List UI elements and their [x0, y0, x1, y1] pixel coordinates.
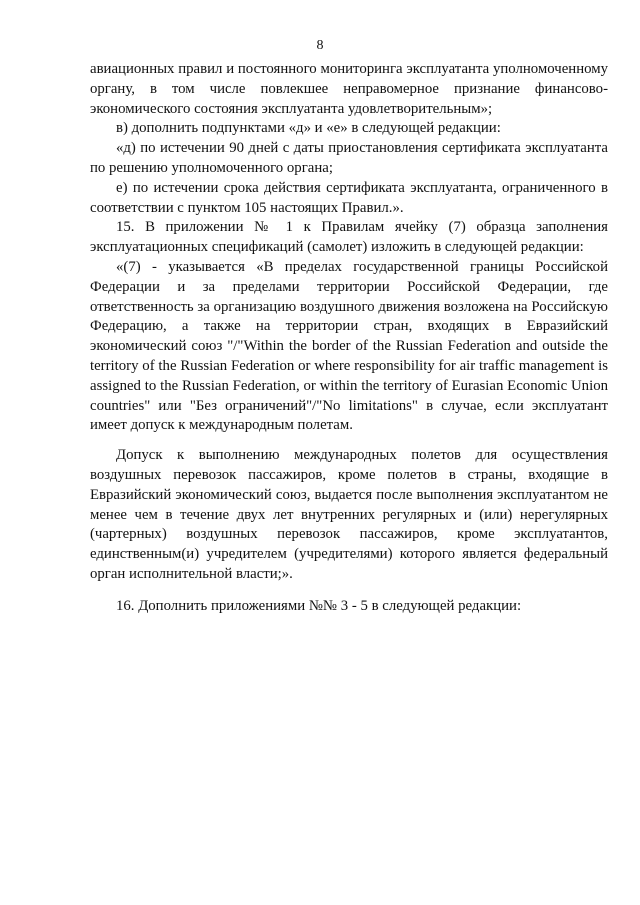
paragraph-point-15: 15. В приложении № 1 к Правилам ячейку (7) образца заполнения эксплуатационных спецификаций (самолет) изложить в следующей редакции: [90, 219, 608, 256]
page-number: 8 [316, 38, 324, 53]
paragraph-item-d: «д) по истечении 90 дней с даты приостановления сертификата эксплуатанта по решению уполномоченного органа; [90, 140, 608, 176]
paragraph-point-16: 16. Дополнить приложениями №№ 3 - 5 в следующей редакции: [116, 597, 522, 614]
paragraph-international-flights: Допуск к выполнению международных полетов для осуществления воздушных перевозок пассажиров, кроме полетов в страны, входящие в Евразийский экономический союз, выдается после выполнения эксплуатантом не менее чем в течение двух лет внутренних регулярных и (или) нерегулярных (чартерных) воздушных перевозок пассажиров, кроме эксплуатантов, единственным(и) учредителем (учредителями) которого является федеральный орган исполнительной власти;». [90, 447, 608, 582]
document-body [90, 60, 608, 617]
paragraph-item-v: в) дополнить подпунктами «д» и «е» в следующей редакции: [116, 120, 501, 137]
paragraph-item-e: е) по истечении срока действия сертификата эксплуатанта, ограниченного в соответствии с пунктом 105 настоящих Правил.». [90, 179, 608, 216]
paragraph-continuation: авиационных правил и постоянного мониторинга эксплуатанта уполномоченному органу, в том числе повлекшее неправомерное признание финансово-экономического состояния эксплуатанта удовлетворительным»; [90, 61, 608, 117]
paragraph-cell-7: «(7) - указывается «В пределах государственной границы Российской Федерации и за пределами территории Российской Федерации, где ответственность за организацию воздушного движения возложена на Российскую Федерацию, а также на территории стран, входящих в Евразийский экономический союз "/"Within the border of the Russian Federation and outside the territory of the Russian Federation or where responsibility for air traffic management is assigned to the Russian Federation, or within the territory of Eurasian Economic Union countries" или "Без ограничений"/"No limitations" в случае, если эксплуатант имеет допуск к международным полетам. [90, 258, 608, 434]
